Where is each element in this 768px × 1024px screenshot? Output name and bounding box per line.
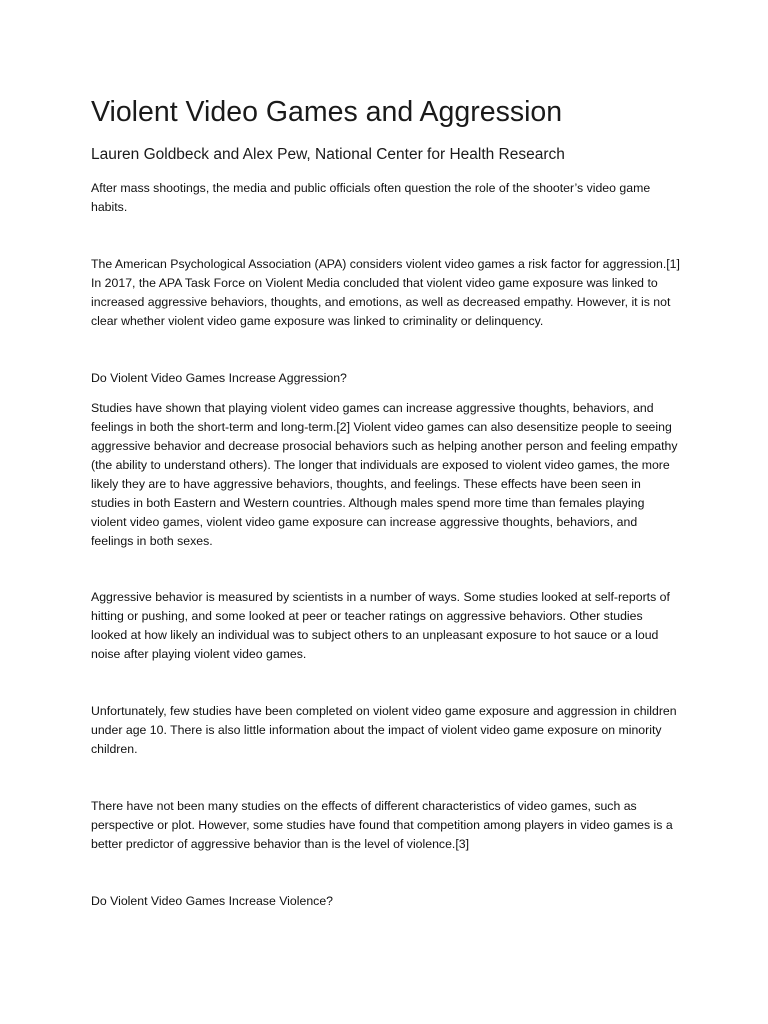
measurement-paragraph: Aggressive behavior is measured by scientists in a number of ways. Some studies looked at self-reports of hitting or pushing, and some looked at peer or teacher ratings on aggressive behaviors. Other studies looked at how likely an individual was to subject others to an unpleasant exposure to hot sauce or a loud noise after playing violent video games. [91,590,670,661]
intro-paragraph: After mass shootings, the media and public officials often question the role of the shooter’s video game habits. [91,181,651,214]
studies-paragraph: Studies have shown that playing violent video games can increase aggressive thoughts, behaviors, and feelings in both the short-term and long-term.[2] Violent video games can also desensitize people to seeing aggressive behavior and decrease prosocial behaviors such as helping another person and feeling empathy (the ability to understand others). The longer that individuals are exposed to violent video games, the more likely they are to have aggressive behaviors, thoughts, and feelings. These effects have been seen in studies in both Eastern and Western countries. Although males spend more time than females playing violent video games, violent video game exposure can increase aggressive thoughts, behaviors, and feelings in both sexes. [91,401,678,548]
apa-paragraph: The American Psychological Association (APA) considers violent video games a risk factor for aggression.[1] In 2017, the APA Task Force on Violent Media concluded that violent video game exposure was linked to increased aggressive behaviors, thoughts, and emotions, as well as decreased empathy. However, it is not clear whether violent video game exposure was linked to criminality or delinquency. [91,257,680,328]
section-heading-aggression: Do Violent Video Games Increase Aggression? [91,371,347,385]
research-gaps-paragraph: Unfortunately, few studies have been completed on violent video game exposure and aggression in children under age 10. There is also little information about the impact of violent video game exposure on minority children. [91,704,677,756]
author-byline: Lauren Goldbeck and Alex Pew, National Center for Health Research [91,146,565,163]
document-title: Violent Video Games and Aggression [91,96,563,128]
game-characteristics-paragraph: There have not been many studies on the effects of different characteristics of video games, such as perspective or plot. However, some studies have found that competition among players in video games is a better predictor of aggressive behavior than is the level of violence.[3] [91,799,673,851]
section-heading-violence: Do Violent Video Games Increase Violence? [91,894,333,908]
